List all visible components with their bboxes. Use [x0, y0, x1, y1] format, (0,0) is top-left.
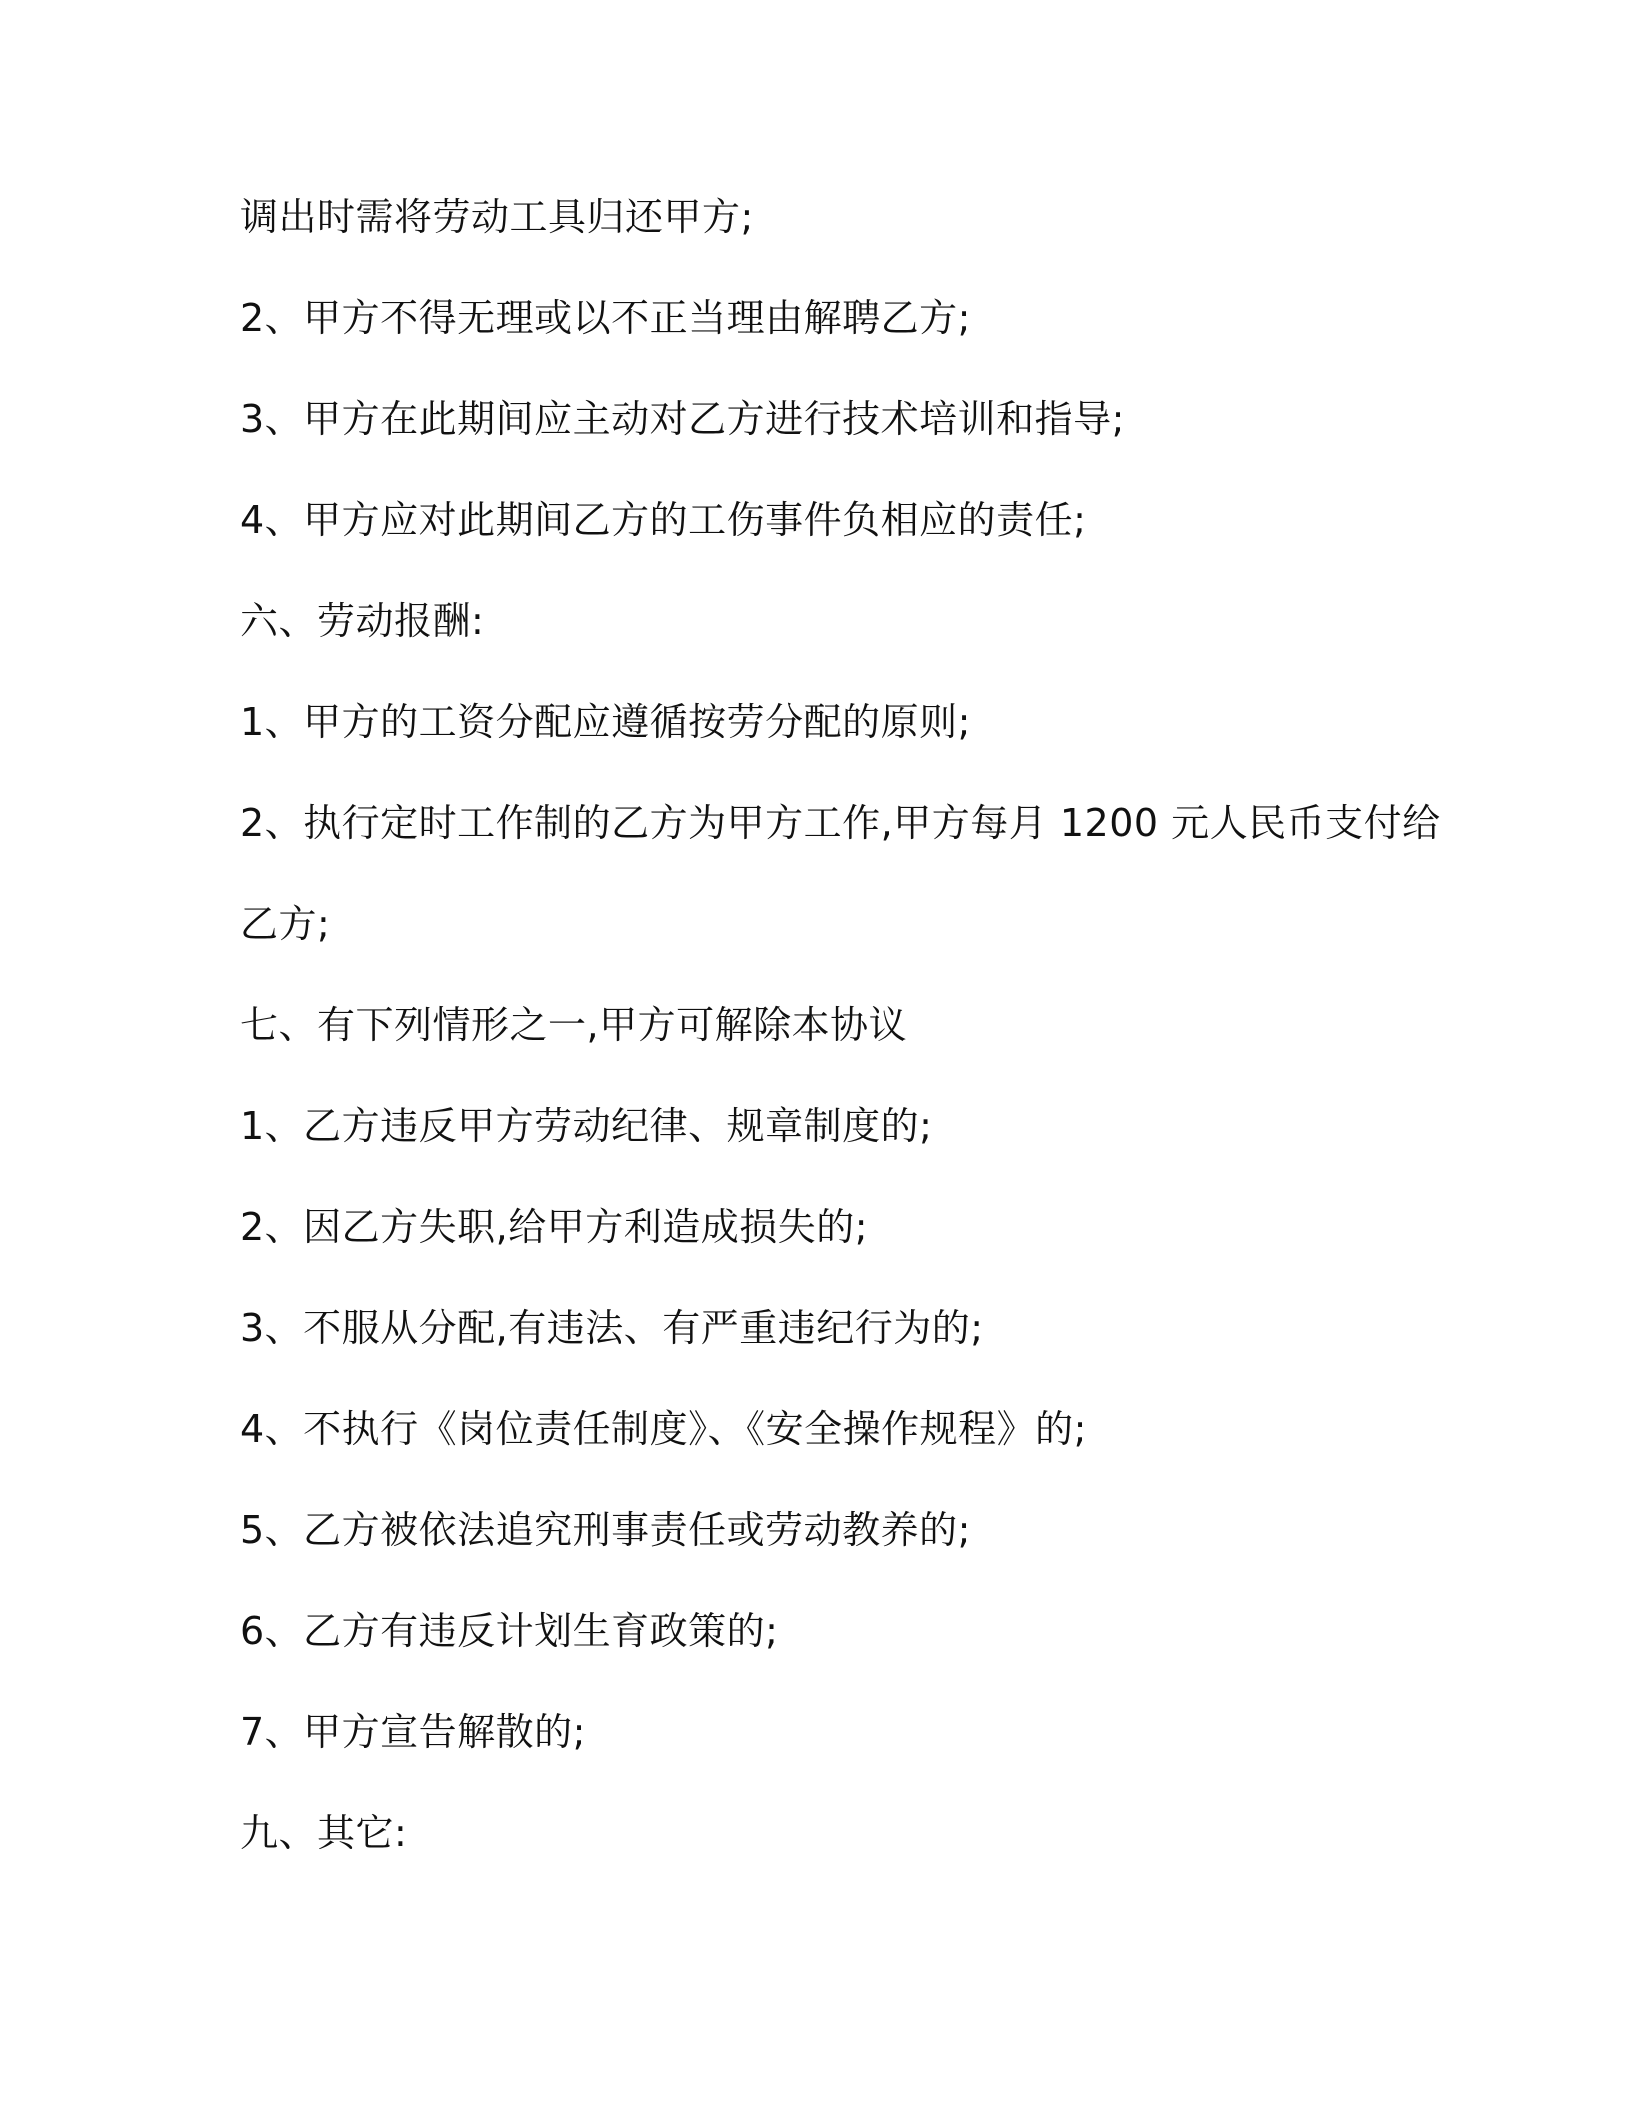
text-line: 调出时需将劳动工具归还甲方;	[240, 195, 754, 239]
text-line: 7、甲方宣告解散的;	[240, 1710, 586, 1754]
text-line: 4、甲方应对此期间乙方的工伤事件负相应的责任;	[240, 498, 1087, 542]
text-line: 3、不服从分配,有违法、有严重违纪行为的;	[240, 1306, 984, 1350]
section-heading: 六、劳动报酬:	[240, 599, 485, 643]
text-line: 3、甲方在此期间应主动对乙方进行技术培训和指导;	[240, 397, 1125, 441]
section-heading: 九、其它:	[240, 1811, 408, 1855]
text-line: 6、乙方有违反计划生育政策的;	[240, 1609, 779, 1653]
text-line: 4、不执行《岗位责任制度》、《安全操作规程》的;	[240, 1407, 1087, 1451]
section-heading: 七、有下列情形之一,甲方可解除本协议	[240, 1003, 908, 1047]
text-line: 2、执行定时工作制的乙方为甲方工作,甲方每月 1200 元人民币支付给	[240, 801, 1441, 845]
text-line: 5、乙方被依法追究刑事责任或劳动教养的;	[240, 1508, 971, 1552]
text-line: 1、甲方的工资分配应遵循按劳分配的原则;	[240, 700, 971, 744]
text-line: 1、乙方违反甲方劳动纪律、规章制度的;	[240, 1104, 933, 1148]
text-line: 2、甲方不得无理或以不正当理由解聘乙方;	[240, 296, 971, 340]
text-line: 乙方;	[240, 902, 331, 946]
text-line: 2、因乙方失职,给甲方利造成损失的;	[240, 1205, 869, 1249]
